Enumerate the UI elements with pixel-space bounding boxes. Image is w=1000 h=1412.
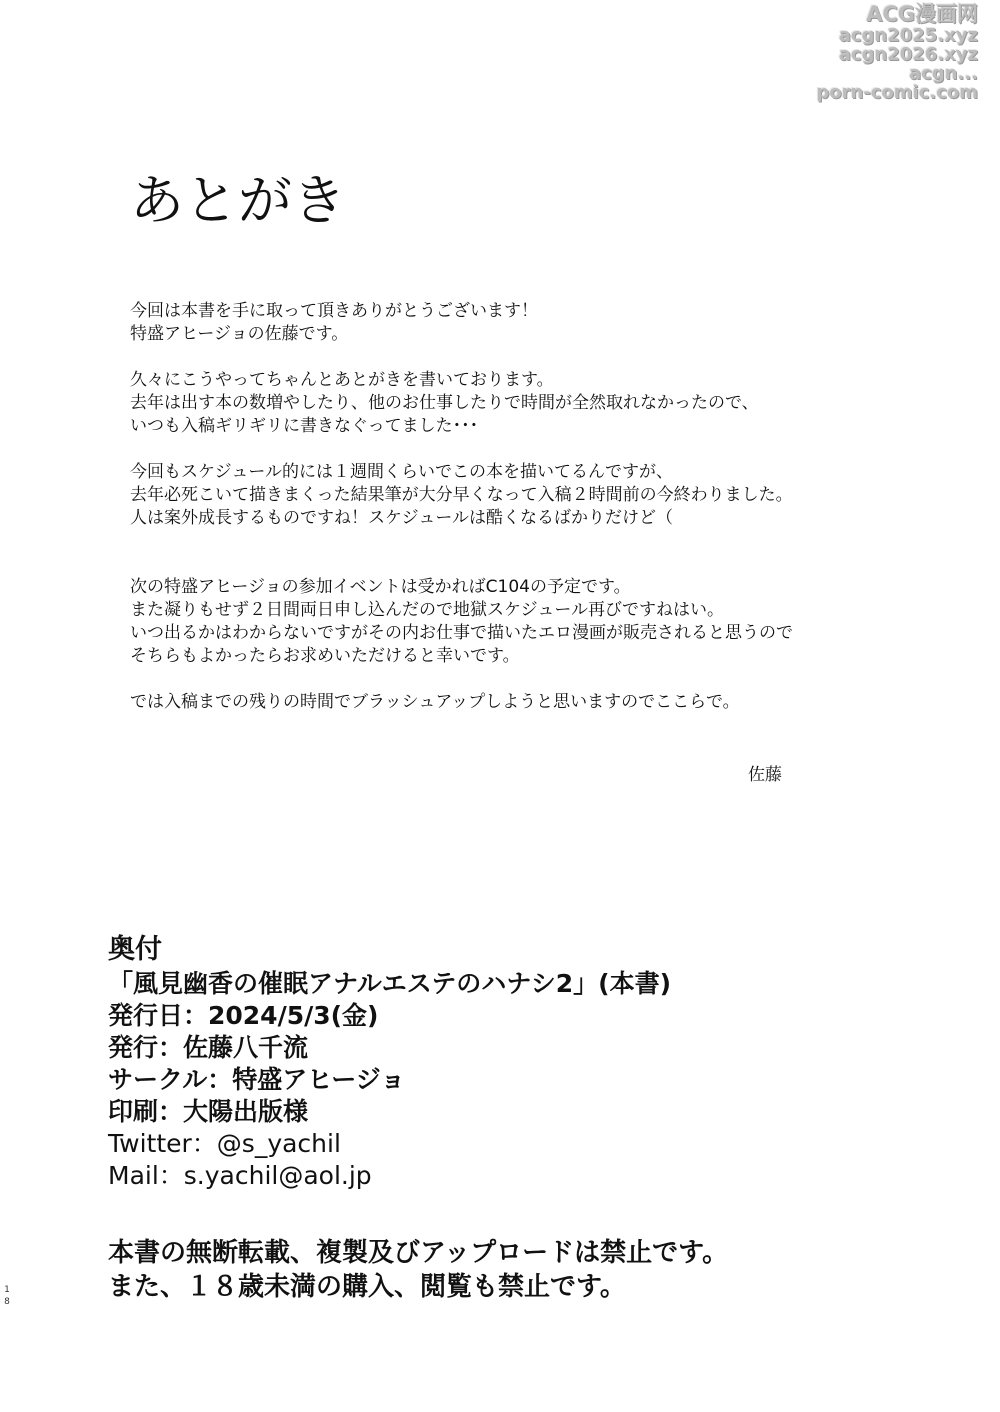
afterword-line: 今回もスケジュール的には１週間くらいでこの本を描いてるんですが、 bbox=[130, 462, 673, 482]
watermark-line: porn-comic.com bbox=[816, 82, 978, 103]
watermark bbox=[816, 2, 978, 102]
colophon-publisher: 発行：佐藤八千流 bbox=[108, 1033, 309, 1062]
afterword-line: では入稿までの残りの時間でブラッシュアップしようと思いますのでここらで。 bbox=[130, 692, 740, 712]
colophon-release-date: 発行日：2024/5/3(金) bbox=[108, 1001, 379, 1030]
afterword-paragraph bbox=[130, 691, 930, 714]
afterword-line: いつ出るかはわからないですがその内お仕事で描いたエロ漫画が販売されると思うので bbox=[130, 623, 793, 643]
afterword-line: 久々にこうやってちゃんとあとがきを書いております。 bbox=[130, 370, 554, 390]
afterword-line: いつも入稿ギリギリに書きなぐってました･･･ bbox=[130, 416, 479, 436]
afterword-title: あとがき bbox=[130, 169, 346, 232]
afterword-signature: 佐藤 bbox=[748, 765, 782, 785]
afterword-paragraph bbox=[130, 576, 930, 668]
afterword-line: 去年必死こいて描きまくった結果筆が大分早くなって入稿２時間前の今終わりました。 bbox=[130, 485, 793, 505]
afterword-line: 特盛アヒージョの佐藤です。 bbox=[130, 324, 349, 344]
notice-line: 本書の無断転載、複製及びアップロードは禁止です。 bbox=[108, 1238, 729, 1268]
page-number-digit: 1 bbox=[4, 1285, 10, 1295]
afterword-line: 人は案外成長するものですね！スケジュールは酷くなるばかりだけど（ bbox=[130, 508, 673, 528]
colophon-circle: サークル：特盛アヒージョ bbox=[108, 1065, 406, 1094]
afterword-body bbox=[130, 300, 930, 714]
colophon-mail: Mail：s.yachil@aol.jp bbox=[108, 1161, 372, 1190]
afterword-line: また凝りもせず２日間両日申し込んだので地獄スケジュール再びですねはい。 bbox=[130, 600, 724, 620]
notice-line: また、１８歳未満の購入、閲覧も禁止です。 bbox=[108, 1272, 626, 1302]
colophon-heading: 奥付 bbox=[108, 934, 162, 965]
afterword-paragraph bbox=[130, 369, 930, 438]
page-number-digit: 8 bbox=[4, 1297, 10, 1307]
copyright-notice bbox=[108, 1236, 728, 1304]
afterword-line: 今回は本書を手に取って頂きありがとうございます！ bbox=[130, 301, 538, 321]
afterword-paragraph bbox=[130, 461, 930, 530]
afterword-paragraph bbox=[130, 300, 930, 346]
colophon bbox=[108, 932, 671, 1192]
afterword-line: 去年は出す本の数増やしたり、他のお仕事したりで時間が全然取れなかったので、 bbox=[130, 393, 759, 413]
watermark-line: acgn2025.xyz bbox=[838, 25, 978, 46]
page-number bbox=[2, 1284, 12, 1308]
colophon-printing: 印刷：大陽出版様 bbox=[108, 1097, 309, 1126]
watermark-line: acgn... bbox=[908, 63, 978, 84]
colophon-twitter: Twitter：@s_yachil bbox=[108, 1129, 341, 1158]
afterword-line: そちらもよかったらお求めいただけると幸いです。 bbox=[130, 646, 520, 666]
watermark-line: ACG漫画网 bbox=[866, 2, 978, 26]
colophon-book-title: 「風見幽香の催眠アナルエステのハナシ2」(本書) bbox=[108, 969, 671, 998]
afterword-line: 次の特盛アヒージョの参加イベントは受かればC104の予定です。 bbox=[130, 577, 631, 597]
watermark-line: acgn2026.xyz bbox=[838, 44, 978, 65]
